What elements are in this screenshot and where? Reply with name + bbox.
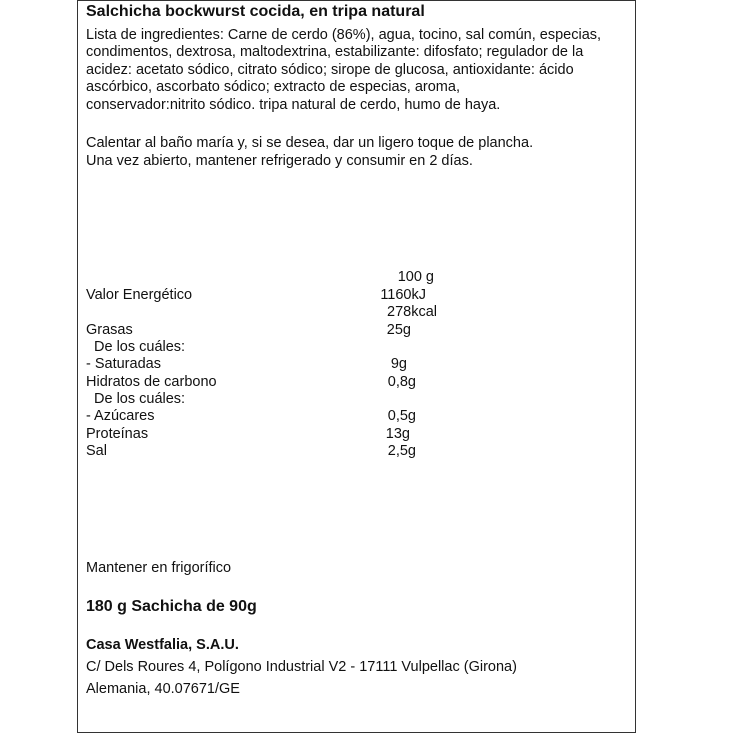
instructions-line: Una vez abierto, mantener refrigerado y consumir en 2 días. bbox=[86, 153, 473, 169]
ingredients-line: condimentos, dextrosa, maltodextrina, estabilizante: difosfato; regulador de la bbox=[86, 44, 584, 60]
nutrition-value: 0,5g bbox=[387, 408, 416, 424]
nutrition-value: 2,5g bbox=[387, 443, 416, 459]
nutrition-value: 0,8g bbox=[387, 374, 416, 390]
instructions-line: Calentar al baño maría y, si se desea, dar un ligero toque de plancha. bbox=[86, 135, 534, 151]
nutrition-label: Hidratos de carbono bbox=[86, 374, 217, 390]
nutrition-label: - Azúcares bbox=[86, 408, 155, 424]
ingredients-line: acidez: acetato sódico, citrato sódico; sirope de glucosa, antioxidante: ácido bbox=[86, 62, 574, 78]
ingredients-line: ascórbico, ascorbato sódico; extracto de especias, aroma, bbox=[86, 79, 460, 95]
storage-note: Mantener en frigorífico bbox=[86, 560, 232, 576]
nutrition-value: 278kcal bbox=[387, 304, 437, 320]
nutrition-value: 1160kJ bbox=[380, 287, 426, 303]
nutrition-header: 100 g bbox=[397, 269, 434, 285]
nutrition-label: Grasas bbox=[86, 322, 133, 338]
net-weight: 180 g Sachicha de 90g bbox=[86, 598, 257, 615]
nutrition-label: Proteínas bbox=[86, 426, 149, 442]
nutrition-label: De los cuáles: bbox=[94, 391, 186, 407]
ingredients-line: Lista de ingredientes: Carne de cerdo (86%), agua, tocino, sal común, especias, bbox=[86, 27, 602, 43]
nutrition-label: - Saturadas bbox=[86, 356, 161, 372]
nutrition-value: 9g bbox=[390, 356, 407, 372]
company-address: C/ Dels Roures 4, Polígono Industrial V2 - 17111 Vulpellac (Girona) bbox=[86, 659, 517, 675]
company-country: Alemania, 40.07671/GE bbox=[86, 681, 240, 697]
nutrition-value: 13g bbox=[385, 426, 410, 442]
company-name: Casa Westfalia, S.A.U. bbox=[86, 637, 239, 653]
nutrition-label: De los cuáles: bbox=[94, 339, 186, 355]
product-title: Salchicha bockwurst cocida, en tripa natural bbox=[86, 3, 425, 20]
nutrition-label: Sal bbox=[86, 443, 107, 459]
nutrition-value: 25g bbox=[386, 322, 411, 338]
ingredients-line: conservador:nitrito sódico. tripa natural de cerdo, humo de haya. bbox=[86, 97, 501, 113]
nutrition-label: Valor Energético bbox=[86, 287, 193, 303]
